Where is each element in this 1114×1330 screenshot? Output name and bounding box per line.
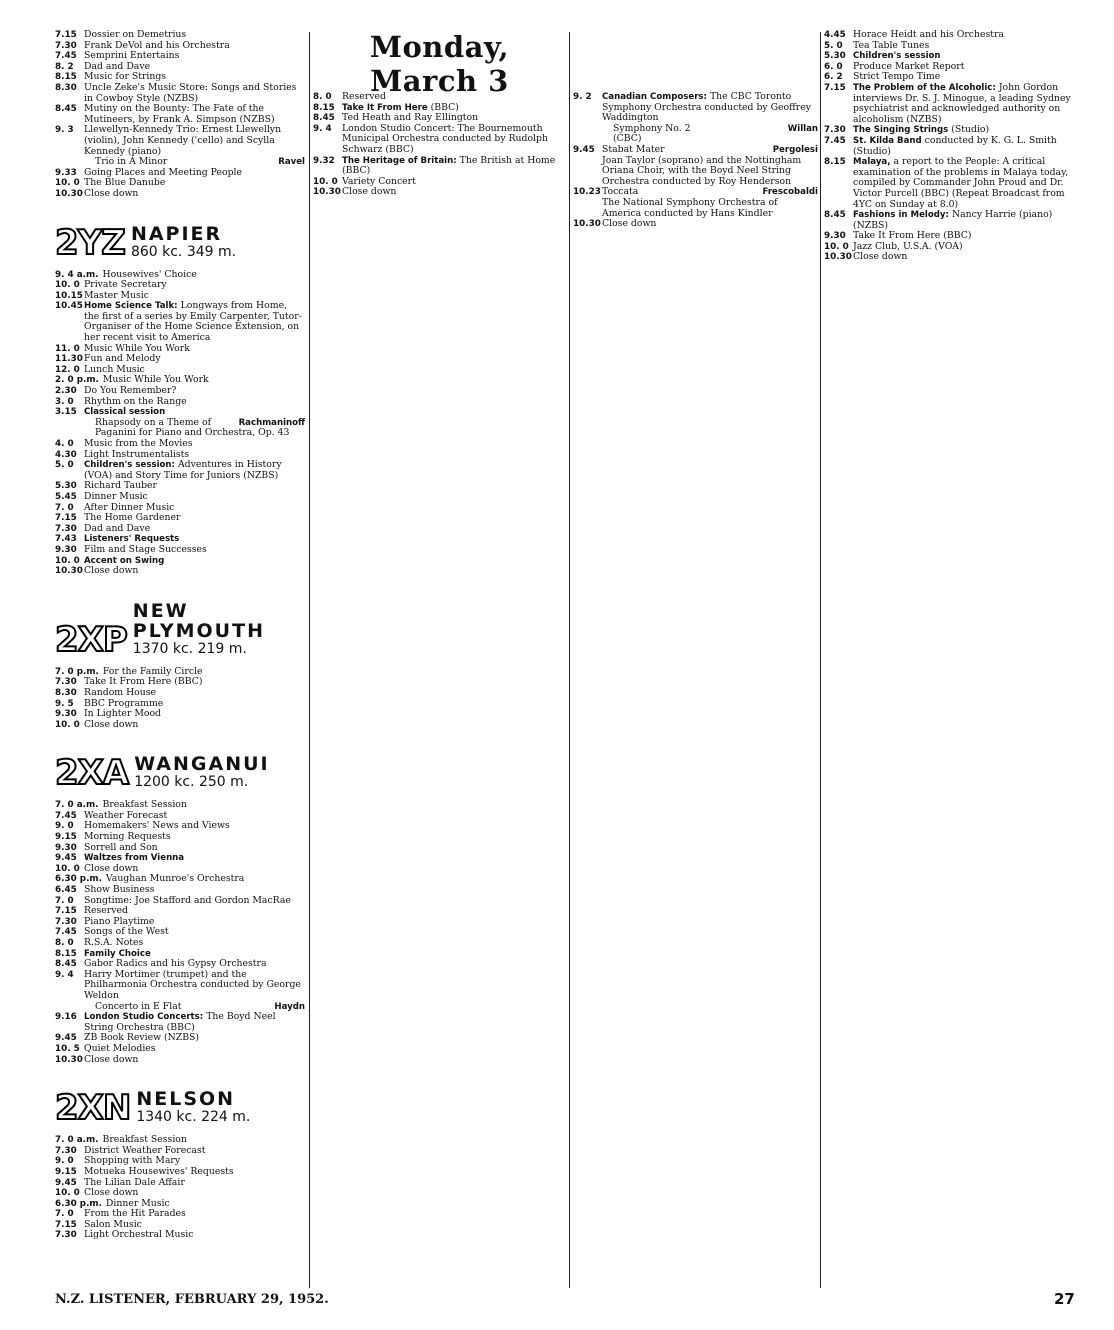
programme-title: Dossier on Demetrius — [84, 29, 187, 40]
programme-time: 10. 0 — [55, 863, 80, 874]
programme-title: (BBC) — [430, 101, 459, 113]
programme-time: 8.30 — [55, 82, 77, 93]
composer: Pergolesi — [772, 144, 818, 155]
station-city: NEW PLYMOUTH — [132, 599, 265, 642]
programme-entry — [573, 187, 818, 198]
programme-entry — [313, 124, 566, 156]
programme-time: 11. 0 — [55, 343, 80, 354]
programme-heading: Listeners' Requests — [84, 534, 180, 545]
programme-time: 10. 5 — [55, 1043, 80, 1054]
programme-entry — [55, 125, 305, 157]
station-header-new-plymouth — [55, 599, 305, 660]
programme-title: From the Hit Parades — [84, 1208, 186, 1220]
programme-time: 4.45 — [824, 30, 846, 40]
programme-title: Close down — [84, 862, 139, 874]
programme-heading: Accent on Swing — [84, 555, 165, 566]
programme-time: 10.30 — [824, 252, 852, 263]
programme-title: Close down — [342, 186, 397, 198]
programme-entry — [55, 397, 305, 408]
listing — [55, 667, 305, 731]
programme-title: Semprini Entertains — [84, 50, 180, 62]
programme-title: Songtime: Joe Stafford and Gordon MacRae — [84, 894, 291, 906]
programme-time: 9.30 — [55, 709, 77, 720]
programme-time: 7.30 — [55, 523, 77, 534]
programme-time: 7. 0 — [55, 895, 74, 906]
programme-title: BBC Programme — [84, 697, 164, 709]
composer: Haydn — [274, 1001, 305, 1012]
programme-entry — [55, 104, 305, 125]
programme-title: Vaughan Munroe's Orchestra — [105, 873, 245, 885]
programme-heading: Malaya, — [853, 157, 894, 168]
programme-time: 12. 0 — [55, 364, 80, 375]
work-title: Symphony No. 2 — [613, 122, 691, 134]
programme-work — [55, 418, 305, 439]
programme-heading: Take It From Here — [342, 102, 431, 113]
page-title: Monday, March 3 — [369, 30, 510, 98]
programme-time: 10.30 — [55, 188, 83, 199]
programme-title: Music While You Work — [84, 342, 190, 354]
programme-time: 9.30 — [55, 544, 77, 555]
programme-entry — [824, 157, 1074, 210]
programme-title: Dinner Music — [84, 490, 148, 502]
programme-time: 3.15 — [55, 407, 77, 418]
programme-time: 9.30 — [824, 231, 846, 242]
programme-title: Close down — [84, 565, 139, 577]
station-logo: 2XA — [55, 753, 129, 794]
programme-time: 7.30 — [55, 1230, 77, 1241]
work-title: Concerto in E Flat — [95, 1000, 182, 1012]
programme-title: Music for Strings — [84, 71, 167, 83]
programme-title: The CBC Toronto Symphony Orchestra conducted by Geoffrey Waddington — [602, 91, 811, 124]
column-1 — [55, 30, 305, 1241]
programme-work — [573, 124, 818, 135]
programme-time: 5. 0 — [824, 40, 843, 51]
programme-time: 8.45 — [313, 113, 335, 124]
programme-time: 10. 0 — [313, 176, 338, 187]
column-rule — [309, 32, 310, 1288]
programme-time: 9.15 — [55, 1166, 77, 1177]
programme-time: 2.30 — [55, 386, 77, 397]
programme-time: 9. 2 — [573, 92, 592, 102]
programme-title: Llewellyn-Kennedy Trio: Ernest Llewellyn (violin), John Kennedy ('cello) and Scylla Kennedy (piano) — [84, 124, 282, 157]
station-frequency: 860 kc. 349 m. — [130, 243, 237, 260]
programme-time: 7. 0 — [55, 1209, 74, 1220]
listing — [55, 800, 305, 1065]
programme-time: 8.15 — [55, 948, 77, 959]
station-header-napier — [55, 222, 305, 263]
programme-title: Toccata — [602, 186, 639, 198]
programme-title: Nancy Harrie (piano) (NZBS) — [853, 209, 1053, 231]
programme-title: Breakfast Session — [102, 1134, 187, 1146]
column-4 — [824, 30, 1074, 263]
programme-entry — [55, 843, 305, 854]
programme-title: Stabat Mater — [602, 143, 665, 155]
composer: Ravel — [278, 157, 305, 168]
programme-title: Close down — [602, 218, 657, 230]
programme-title: Jazz Club, U.S.A. (VOA) — [853, 240, 963, 252]
programme-heading: The Heritage of Britain: — [342, 155, 460, 166]
programme-time: 5.45 — [55, 491, 77, 502]
programme-entry — [824, 210, 1074, 231]
programme-heading: Canadian Composers: — [602, 92, 710, 102]
programme-time: 9. 4 a.m. — [55, 269, 99, 280]
programme-time: 7. 0 — [55, 502, 74, 513]
programme-time: 9. 5 — [55, 698, 74, 709]
column-rule — [820, 32, 821, 1288]
programme-time: 5. 0 — [55, 460, 74, 471]
programme-heading: Children's session — [853, 51, 941, 62]
listing — [55, 30, 305, 200]
programme-entry — [55, 545, 305, 556]
programme-time: 10. 0 — [55, 719, 80, 730]
programme-time: 9.16 — [55, 1012, 77, 1023]
programme-title: Light Instrumentalists — [84, 448, 190, 460]
programme-title: Morning Requests — [84, 831, 171, 843]
programme-title: Reserved — [342, 91, 386, 102]
programme-heading: St. Kilda Band — [853, 135, 925, 146]
programme-title: Piano Playtime — [84, 915, 155, 927]
programme-time: 7.30 — [55, 677, 77, 688]
programme-time: 10. 0 — [55, 555, 80, 566]
station-logo: 2XN — [55, 1088, 131, 1129]
programme-title: (Studio) — [951, 124, 990, 136]
column-2 — [313, 92, 566, 198]
programme-title: For the Family Circle — [102, 665, 203, 677]
programme-title: Close down — [84, 187, 139, 199]
programme-title: Take It From Here (BBC) — [84, 676, 203, 688]
station-city: WANGANUI — [134, 753, 270, 776]
programme-title: District Weather Forecast — [84, 1144, 206, 1156]
programme-title: Mutiny on the Bounty: The Fate of the Mutineers, by Frank A. Simpson (NZBS) — [84, 103, 275, 125]
programme-time: 10.15 — [55, 290, 83, 301]
page-number: 27 — [1054, 1290, 1075, 1308]
programme-time: 9.30 — [55, 842, 77, 853]
station-city: NELSON — [136, 1088, 236, 1111]
programme-time: 7.15 — [55, 1219, 77, 1230]
listing — [313, 92, 566, 198]
programme-title: Longways from Home, the first of a series by Emily Carpenter, Tutor-Organiser of the Home Science Extension, on her recent visit to America — [84, 300, 302, 344]
programme-title: R.S.A. Notes — [84, 937, 144, 948]
programme-title: ZB Book Review (NZBS) — [84, 1032, 200, 1044]
programme-time: 10.30 — [313, 187, 341, 198]
programme-time: 6.30 p.m. — [55, 1198, 102, 1209]
programme-time: 7.30 — [55, 916, 77, 927]
programme-time: 10. 0 — [55, 178, 80, 189]
programme-entry — [313, 156, 566, 177]
programme-entry — [55, 407, 305, 418]
programme-entry — [573, 219, 818, 230]
programme-title: Shopping with Mary — [84, 1155, 181, 1167]
programme-title: Going Places and Meeting People — [84, 166, 243, 178]
programme-time: 8.45 — [55, 959, 77, 970]
station-header-wanganui — [55, 753, 305, 794]
programme-title: Reserved — [84, 905, 128, 917]
programme-time: 11.30 — [55, 354, 83, 365]
programme-time: 9.15 — [55, 832, 77, 843]
programme-title: Dad and Dave — [84, 60, 151, 72]
programme-title: Variety Concert — [342, 175, 416, 187]
programme-entry — [55, 301, 305, 343]
programme-time: 7.15 — [824, 82, 846, 93]
programme-time: 8.15 — [313, 102, 335, 113]
programme-time: 6. 0 — [824, 61, 843, 72]
programme-time: 10.23 — [573, 187, 601, 198]
programme-time: 9. 0 — [55, 1156, 74, 1167]
programme-time: 5.30 — [824, 51, 846, 62]
programme-title: London Studio Concert: The Bournemouth Municipal Orchestra conducted by Rudolph Schwarz (BBC) — [342, 122, 548, 155]
column-rule — [569, 32, 570, 1288]
programme-title: Quiet Melodies — [84, 1042, 156, 1054]
programme-title: Light Orchestral Music — [84, 1229, 194, 1241]
programme-entry — [55, 460, 305, 481]
programme-entry — [55, 720, 305, 731]
programme-title: Do You Remember? — [84, 385, 177, 397]
programme-title: Dinner Music — [105, 1197, 170, 1209]
programme-title: Ted Heath and Ray Ellington — [342, 112, 479, 124]
programme-time: 10.30 — [55, 1054, 83, 1065]
programme-entry — [824, 41, 1074, 52]
programme-title: Horace Heidt and his Orchestra — [853, 29, 1004, 40]
programme-time: 10. 0 — [55, 280, 80, 291]
programme-time: 7.15 — [55, 30, 77, 40]
programme-time: 7.15 — [55, 906, 77, 917]
programme-time: 9.32 — [313, 155, 335, 166]
listing — [573, 92, 818, 230]
programme-heading: The Singing Strings — [853, 125, 952, 136]
programme-detail: The National Symphony Orchestra of America conducted by Hans Kindler — [602, 196, 778, 219]
programme-title: The Home Gardener — [84, 512, 181, 524]
programme-title: Strict Tempo Time — [853, 71, 941, 83]
work-title: (CBC) — [613, 133, 642, 145]
programme-time: 7. 0 p.m. — [55, 666, 99, 677]
programme-time: 7.15 — [55, 513, 77, 524]
programme-title: Salon Music — [84, 1218, 142, 1230]
programme-heading: Children's session: — [84, 460, 178, 471]
programme-title: The British at Home (BBC) — [342, 154, 556, 177]
programme-time: 7. 0 a.m. — [55, 1135, 99, 1146]
programme-entry — [55, 1012, 305, 1033]
programme-entry — [55, 83, 305, 104]
programme-time: 9.45 — [573, 144, 595, 155]
programme-title: Uncle Zeke's Music Store: Songs and Stories in Cowboy Style (NZBS) — [84, 81, 297, 104]
station-frequency: 1340 kc. 224 m. — [136, 1109, 251, 1126]
programme-title: Fun and Melody — [84, 353, 161, 365]
programme-entry — [824, 252, 1074, 263]
programme-time: 2. 0 p.m. — [55, 375, 99, 386]
programme-title: Random House — [84, 686, 157, 698]
programme-time: 7. 0 a.m. — [55, 800, 99, 811]
programme-title: Music While You Work — [102, 374, 209, 386]
programme-time: 7.45 — [55, 927, 77, 938]
work-title: Rhapsody on a Theme of Paganini for Piano and Orchestra, Op. 43 — [95, 416, 290, 439]
programme-heading: The Problem of the Alcoholic: — [853, 82, 999, 93]
programme-time: 8.30 — [55, 687, 77, 698]
listing — [55, 270, 305, 577]
work-title: Trio in A Minor — [95, 156, 168, 168]
programme-time: 10.30 — [55, 566, 83, 577]
programme-time: 9. 4 — [55, 969, 74, 980]
listing — [55, 1135, 305, 1241]
listing — [824, 30, 1074, 263]
programme-entry — [824, 83, 1074, 125]
programme-time: 10.30 — [573, 219, 601, 230]
programme-entry — [55, 1188, 305, 1199]
station-logo: 2XP — [55, 619, 127, 660]
programme-heading: Fashions in Melody: — [853, 210, 952, 221]
programme-time: 9.45 — [55, 853, 77, 864]
programme-title: After Dinner Music — [84, 501, 175, 513]
programme-time: 4.30 — [55, 449, 77, 460]
programme-title: Housewives' Choice — [102, 268, 197, 280]
programme-entry — [573, 145, 818, 156]
station-header-nelson — [55, 1088, 305, 1129]
programme-heading: London Studio Concerts: — [84, 1012, 207, 1023]
composer: Rachmaninoff — [238, 417, 305, 428]
programme-time: 3. 0 — [55, 396, 74, 407]
programme-entry — [55, 1230, 305, 1241]
programme-title: Close down — [84, 1187, 139, 1199]
programme-time: 8.45 — [824, 210, 846, 221]
programme-title: Tea Table Tunes — [853, 39, 930, 51]
programme-title: Take It From Here (BBC) — [853, 230, 972, 242]
programme-time: 7.43 — [55, 534, 77, 545]
programme-title: Homemakers' News and Views — [84, 820, 230, 832]
programme-title: The Lilian Dale Affair — [84, 1176, 185, 1188]
programme-title: conducted by K. G. L. Smith (Studio) — [853, 134, 1057, 157]
programme-time: 6.30 p.m. — [55, 874, 102, 885]
programme-heading: Home Science Talk: — [84, 301, 181, 312]
programme-title: Rhythm on the Range — [84, 395, 187, 407]
programme-entry — [573, 92, 818, 124]
programme-entry — [313, 187, 566, 198]
programme-entry — [55, 566, 305, 577]
programme-entry — [55, 938, 305, 949]
programme-title: Close down — [84, 718, 139, 730]
station-frequency: 1370 kc. 219 m. — [132, 640, 247, 657]
programme-title: John Gordon interviews Dr. S. J. Minogue, a leading Sydney psychiatrist and acknowledged authority on alcoholism (NZBS) — [853, 81, 1071, 125]
programme-title: Master Music — [84, 289, 149, 301]
programme-time: 8. 2 — [55, 61, 74, 72]
programme-time: 6.45 — [55, 885, 77, 896]
programme-title: Show Business — [84, 884, 155, 896]
programme-time: 8.45 — [55, 104, 77, 115]
programme-title: Close down — [84, 1053, 139, 1065]
programme-title: Music from the Movies — [84, 438, 193, 449]
programme-time: 5.30 — [55, 481, 77, 492]
station-frequency: 1200 kc. 250 m. — [134, 774, 249, 791]
programme-time: 8. 0 — [313, 92, 332, 102]
programme-title: Produce Market Report — [853, 60, 965, 72]
programme-title: Frank DeVol and his Orchestra — [84, 39, 230, 51]
programme-time: 9. 3 — [55, 125, 74, 136]
programme-entry — [55, 189, 305, 200]
programme-title: Private Secretary — [84, 279, 167, 291]
composer: Willan — [787, 123, 818, 134]
programme-time: 8.15 — [824, 157, 846, 168]
programme-time: 7.45 — [55, 51, 77, 62]
programme-entry — [55, 524, 305, 535]
programme-title: The Blue Danube — [84, 177, 166, 189]
programme-time: 9. 4 — [313, 123, 332, 134]
programme-title: Adventures in History (VOA) and Story Time for Juniors (NZBS) — [84, 459, 282, 481]
programme-title: Sorrell and Son — [84, 841, 158, 853]
programme-time: 7.30 — [55, 1145, 77, 1156]
programme-time: 8.15 — [55, 72, 77, 83]
programme-time: 6. 2 — [824, 72, 843, 83]
programme-time: 9.45 — [55, 1177, 77, 1188]
programme-heading: Classical session — [84, 407, 166, 418]
programme-heading: Waltzes from Vienna — [84, 853, 185, 864]
programme-time: 9.45 — [55, 1033, 77, 1044]
programme-title: Gabor Radics and his Gypsy Orchestra — [84, 958, 267, 970]
station-city: NAPIER — [130, 222, 223, 245]
programme-title: In Lighter Mood — [84, 708, 162, 720]
programme-time: 9.33 — [55, 167, 77, 178]
programme-title: Film and Stage Successes — [84, 543, 207, 555]
programme-detail: Joan Taylor (soprano) and the Nottingham Oriana Choir, with the Boyd Neel String Orchestra conducted by Roy Henderson — [602, 154, 802, 187]
programme-time: 7.45 — [824, 135, 846, 146]
programme-time: 7.30 — [55, 40, 77, 51]
programme-time: 7.30 — [824, 125, 846, 136]
programme-title: Weather Forecast — [84, 809, 168, 821]
composer: Frescobaldi — [762, 187, 818, 198]
programme-title: Motueka Housewives' Requests — [84, 1165, 234, 1177]
programme-entry — [824, 136, 1074, 157]
station-logo: 2YZ — [55, 222, 125, 263]
programme-time: 9. 0 — [55, 821, 74, 832]
programme-title: Close down — [853, 251, 908, 263]
programme-time: 10. 0 — [824, 241, 849, 252]
programme-title: Richard Tauber — [84, 480, 157, 492]
programme-title: Lunch Music — [84, 363, 145, 375]
programme-time: 7.45 — [55, 810, 77, 821]
programme-time: 8. 0 — [55, 938, 74, 948]
programme-time: 10. 0 — [55, 1188, 80, 1199]
programme-title: Dad and Dave — [84, 522, 151, 534]
programme-entry — [55, 970, 305, 1002]
programme-entry — [55, 1055, 305, 1066]
programme-title: Songs of the West — [84, 926, 169, 938]
programme-title: The Boyd Neel String Orchestra (BBC) — [84, 1011, 276, 1033]
footer-publication: N.Z. LISTENER, FEBRUARY 29, 1952. — [55, 1292, 329, 1307]
programme-title: Breakfast Session — [102, 799, 187, 811]
column-3 — [573, 92, 818, 230]
programme-time: 4. 0 — [55, 439, 74, 449]
programme-title: Harry Mortimer (trumpet) and the Philharmonia Orchestra conducted by George Weldon — [84, 968, 301, 1001]
programme-time: 10.45 — [55, 301, 83, 312]
programme-title: a report to the People: A critical examination of the problems in Malaya today, compiled by Commander John Proud and Dr. Victor Purcell (BBC) (Repeat Broadcast from 4YC on Sunday at 8.0) — [853, 156, 1069, 210]
programme-heading: Family Choice — [84, 948, 151, 959]
